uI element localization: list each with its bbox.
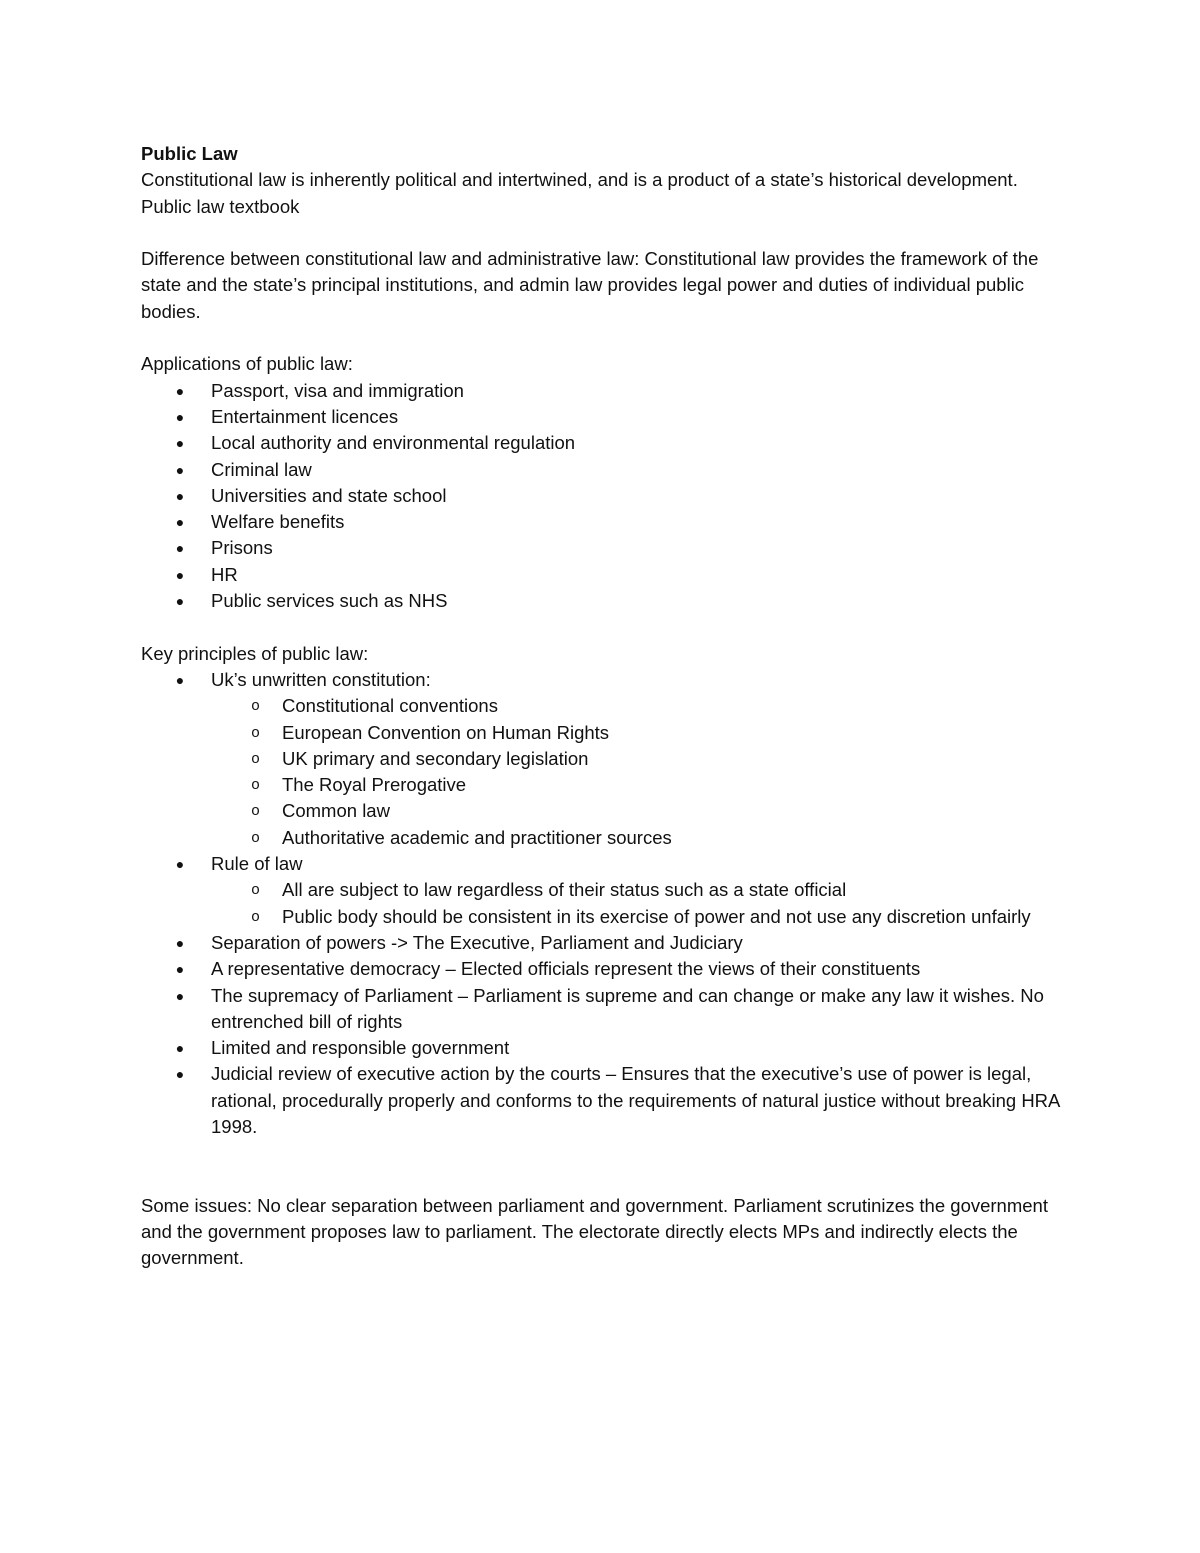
- list-item-text: HR: [211, 563, 238, 585]
- intro-paragraph: Constitutional law is inherently political and intertwined, and is a product of a state’s historical development. Public law textbook: [141, 169, 1018, 217]
- sublist-item-text: Authoritative academic and practitioner sources: [282, 826, 672, 848]
- list-item-text: Uk’s unwritten constitution:: [211, 668, 431, 690]
- bullet-icon: ●: [175, 487, 185, 504]
- spacer: [141, 614, 1071, 640]
- principles-list: [141, 667, 1071, 1140]
- sublist-item: [251, 798, 1071, 824]
- list-item: [175, 535, 1071, 561]
- list-item-text: Rule of law: [211, 853, 303, 875]
- list-item: [175, 930, 1071, 956]
- sublist-item-text: All are subject to law regardless of their status such as a state official: [282, 879, 847, 901]
- list-item-text: Passport, visa and immigration: [211, 379, 464, 401]
- list-item-text: Criminal law: [211, 458, 312, 480]
- list-item: [175, 430, 1071, 456]
- list-item-text: Prisons: [211, 537, 273, 559]
- bullet-icon: ●: [175, 961, 185, 978]
- list-item: [175, 956, 1071, 982]
- list-item: [175, 404, 1071, 430]
- issues-paragraph: Some issues: No clear separation between parliament and government. Parliament scrutinizes the government and the government proposes law to parliament. The electorate directly elects MPs and indirectly elects the government.: [141, 1194, 1048, 1269]
- principles-heading: Key principles of public law:: [141, 642, 369, 664]
- sublist-item: [251, 825, 1071, 851]
- bullet-icon: ●: [175, 461, 185, 478]
- spacer: [141, 220, 1071, 246]
- list-item-text: Entertainment licences: [211, 405, 399, 427]
- circle-bullet-icon: o: [251, 882, 261, 900]
- difference-paragraph: Difference between constitutional law and administrative law: Constitutional law provides the framework of the state and the state’s principal institutions, and admin law provides legal power and duties of individual public bodies.: [141, 248, 1039, 322]
- circle-bullet-icon: o: [251, 724, 261, 742]
- spacer: [141, 325, 1071, 351]
- list-item: [175, 378, 1071, 404]
- bullet-icon: ●: [175, 671, 185, 688]
- list-item-text: Universities and state school: [211, 484, 447, 506]
- list-item: [175, 509, 1071, 535]
- bullet-icon: ●: [175, 1066, 185, 1083]
- sublist-item-text: Public body should be consistent in its exercise of power and not use any discretion unfairly: [282, 905, 1031, 927]
- list-item-text: Welfare benefits: [211, 511, 345, 533]
- circle-bullet-icon: o: [251, 803, 261, 821]
- bullet-icon: ●: [175, 566, 185, 583]
- list-item: [175, 851, 1071, 930]
- sublist-item: [251, 904, 1071, 930]
- sublist-item: [251, 746, 1071, 772]
- bullet-icon: ●: [175, 540, 185, 557]
- sublist-item-text: Constitutional conventions: [282, 695, 498, 717]
- applications-list: [141, 378, 1071, 615]
- bullet-icon: ●: [175, 1040, 185, 1057]
- list-item: [175, 1061, 1071, 1140]
- circle-bullet-icon: o: [251, 829, 261, 847]
- list-item: [175, 983, 1071, 1036]
- spacer: [141, 1140, 1071, 1193]
- bullet-icon: ●: [175, 382, 185, 399]
- bullet-icon: ●: [175, 934, 185, 951]
- sublist-item: [251, 693, 1071, 719]
- circle-bullet-icon: o: [251, 908, 261, 926]
- document-page: [141, 141, 1071, 1272]
- bullet-icon: ●: [175, 408, 185, 425]
- list-item-text: The supremacy of Parliament – Parliament is supreme and can change or make any law it wishes. No entrenched bill of rights: [211, 984, 1044, 1032]
- rule-of-law-sublist: [211, 877, 1071, 930]
- list-item-text: Limited and responsible government: [211, 1037, 510, 1059]
- list-item: [175, 588, 1071, 614]
- bullet-icon: ●: [175, 856, 185, 873]
- sublist-item: [251, 877, 1071, 903]
- circle-bullet-icon: o: [251, 698, 261, 716]
- bullet-icon: ●: [175, 514, 185, 531]
- bullet-icon: ●: [175, 435, 185, 452]
- list-item: [175, 483, 1071, 509]
- list-item: [175, 667, 1071, 851]
- applications-heading: Applications of public law:: [141, 353, 353, 375]
- bullet-icon: ●: [175, 593, 185, 610]
- bullet-icon: ●: [175, 987, 185, 1004]
- sublist-item: [251, 720, 1071, 746]
- list-item: [175, 562, 1071, 588]
- sublist-item: [251, 772, 1071, 798]
- sublist-item-text: Common law: [282, 800, 390, 822]
- list-item-text: Local authority and environmental regulation: [211, 432, 576, 454]
- list-item-text: A representative democracy – Elected officials represent the views of their constituents: [211, 958, 921, 980]
- sublist-item-text: European Convention on Human Rights: [282, 721, 610, 743]
- circle-bullet-icon: o: [251, 750, 261, 768]
- list-item-text: Public services such as NHS: [211, 590, 448, 612]
- list-item-text: Judicial review of executive action by the courts – Ensures that the executive’s use of power is legal, rational, procedurally properly and conforms to the requirements of natural justice without breaking HRA 1998.: [211, 1063, 1060, 1137]
- circle-bullet-icon: o: [251, 777, 261, 795]
- list-item: [175, 457, 1071, 483]
- constitution-sublist: [211, 693, 1071, 851]
- list-item: [175, 1035, 1071, 1061]
- document-title: Public Law: [141, 143, 238, 164]
- list-item-text: Separation of powers -> The Executive, Parliament and Judiciary: [211, 931, 743, 953]
- sublist-item-text: The Royal Prerogative: [282, 774, 467, 796]
- sublist-item-text: UK primary and secondary legislation: [282, 747, 589, 769]
